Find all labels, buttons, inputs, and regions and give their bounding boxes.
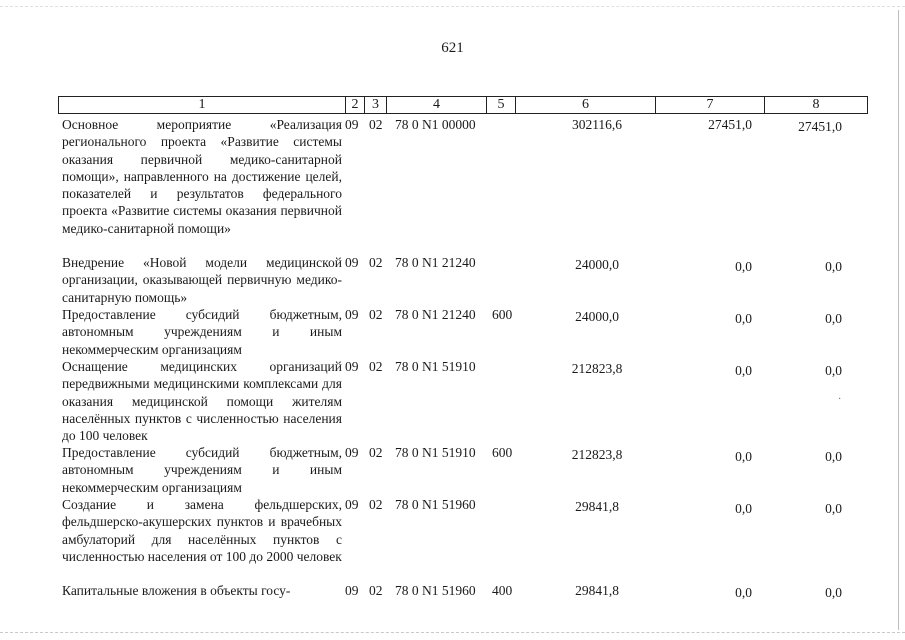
row-expense-type: 600 xyxy=(492,445,513,460)
row-description: Капитальные вложения в объекты госу- xyxy=(62,583,291,598)
row-amount-col8: 0,0 xyxy=(825,501,842,516)
header-col-4: 4 xyxy=(386,96,487,114)
row-subsection: 02 xyxy=(369,117,383,132)
table-row xyxy=(62,582,882,606)
row-amount-col6: 24000,0 xyxy=(575,257,619,272)
row-section: 09 xyxy=(345,117,359,132)
row-amount-col6: 29841,8 xyxy=(575,499,619,514)
row-amount-col6: 29841,8 xyxy=(575,583,619,598)
row-target-article: 78 0 N1 00000 xyxy=(395,117,476,132)
row-target-article: 78 0 N1 51910 xyxy=(395,445,476,460)
row-expense-type: 400 xyxy=(492,583,513,598)
header-col-5: 5 xyxy=(486,96,516,114)
row-section: 09 xyxy=(345,307,359,322)
header-col-7: 7 xyxy=(655,96,765,114)
header-col-8: 8 xyxy=(764,96,868,114)
row-subsection: 02 xyxy=(369,445,383,460)
row-subsection: 02 xyxy=(369,255,383,270)
row-amount-col8: 0,0 xyxy=(825,363,842,378)
row-amount-col7: 0,0 xyxy=(735,501,752,516)
table-row xyxy=(62,254,882,306)
row-section: 09 xyxy=(345,583,359,598)
row-target-article: 78 0 N1 51960 xyxy=(395,583,476,598)
table-header xyxy=(58,96,867,114)
row-amount-col6: 24000,0 xyxy=(575,309,619,324)
row-description: Создание и замена фельдшерских, фельдшерско-акушерских пунктов и врачебных амбулаторий для населённых пунктов с численностью населения от 100 до 2000 человек xyxy=(62,497,342,564)
row-amount-col7: 27451,0 xyxy=(708,117,752,132)
table-row xyxy=(62,444,882,496)
row-amount-col6: 212823,8 xyxy=(571,361,623,376)
row-section: 09 xyxy=(345,445,359,460)
header-col-2: 2 xyxy=(345,96,365,114)
row-subsection: 02 xyxy=(369,497,383,512)
header-col-6: 6 xyxy=(515,96,656,114)
row-amount-col8: 0,0 xyxy=(825,585,842,600)
row-subsection: 02 xyxy=(369,583,383,598)
row-description: Внедрение «Новой модели медицинской организации, оказывающей первичную медико-санитарную помощь» xyxy=(62,255,342,305)
row-amount-col8: 0,0 xyxy=(825,311,842,326)
row-target-article: 78 0 N1 21240 xyxy=(395,255,476,270)
row-section: 09 xyxy=(345,359,359,374)
row-amount-col7: 0,0 xyxy=(735,363,752,378)
row-subsection: 02 xyxy=(369,359,383,374)
row-target-article: 78 0 N1 51910 xyxy=(395,359,476,374)
scan-edge-right xyxy=(898,10,899,630)
row-amount-col7: 0,0 xyxy=(735,259,752,274)
page-number: 621 xyxy=(441,40,464,56)
row-target-article: 78 0 N1 21240 xyxy=(395,307,476,322)
table-row xyxy=(62,496,882,582)
table-row xyxy=(62,358,882,444)
table-row xyxy=(62,306,882,358)
header-col-3: 3 xyxy=(364,96,387,114)
scan-edge-bottom xyxy=(0,632,905,636)
header-col-1: 1 xyxy=(58,96,346,114)
row-description: Основное мероприятие «Реализация регионального проекта «Развитие системы оказания первичной медико-санитарной помощи», направленного на достижение целей, показателей и результатов федерального проекта «Развитие системы оказания первичной медико-санитарной помощи» xyxy=(62,117,342,236)
row-subsection: 02 xyxy=(369,307,383,322)
row-amount-col8: 27451,0 xyxy=(798,119,842,134)
row-amount-col6: 302116,6 xyxy=(571,117,623,132)
row-amount-col6: 212823,8 xyxy=(571,447,623,462)
row-expense-type: 600 xyxy=(492,307,513,322)
row-section: 09 xyxy=(345,255,359,270)
scan-edge-top xyxy=(0,6,905,9)
row-amount-col8: 0,0 xyxy=(825,259,842,274)
row-target-article: 78 0 N1 51960 xyxy=(395,497,476,512)
row-description: Предоставление субсидий бюджетным, автономным учреждениям и иным некоммерческим организациям xyxy=(62,307,342,357)
row-amount-col7: 0,0 xyxy=(735,311,752,326)
row-amount-col8: 0,0 xyxy=(825,449,842,464)
row-description: Предоставление субсидий бюджетным, автономным учреждениям и иным некоммерческим организациям xyxy=(62,445,342,495)
row-description: Оснащение медицинских организаций передвижными медицинскими комплексами для оказания медицинской помощи жителям населённых пунктов с численностью населения до 100 человек xyxy=(62,359,342,444)
row-section: 09 xyxy=(345,497,359,512)
table-body xyxy=(62,116,882,606)
row-amount-col7: 0,0 xyxy=(735,449,752,464)
scan-speck: · xyxy=(838,394,842,405)
table-row xyxy=(62,116,882,254)
row-amount-col7: 0,0 xyxy=(735,585,752,600)
